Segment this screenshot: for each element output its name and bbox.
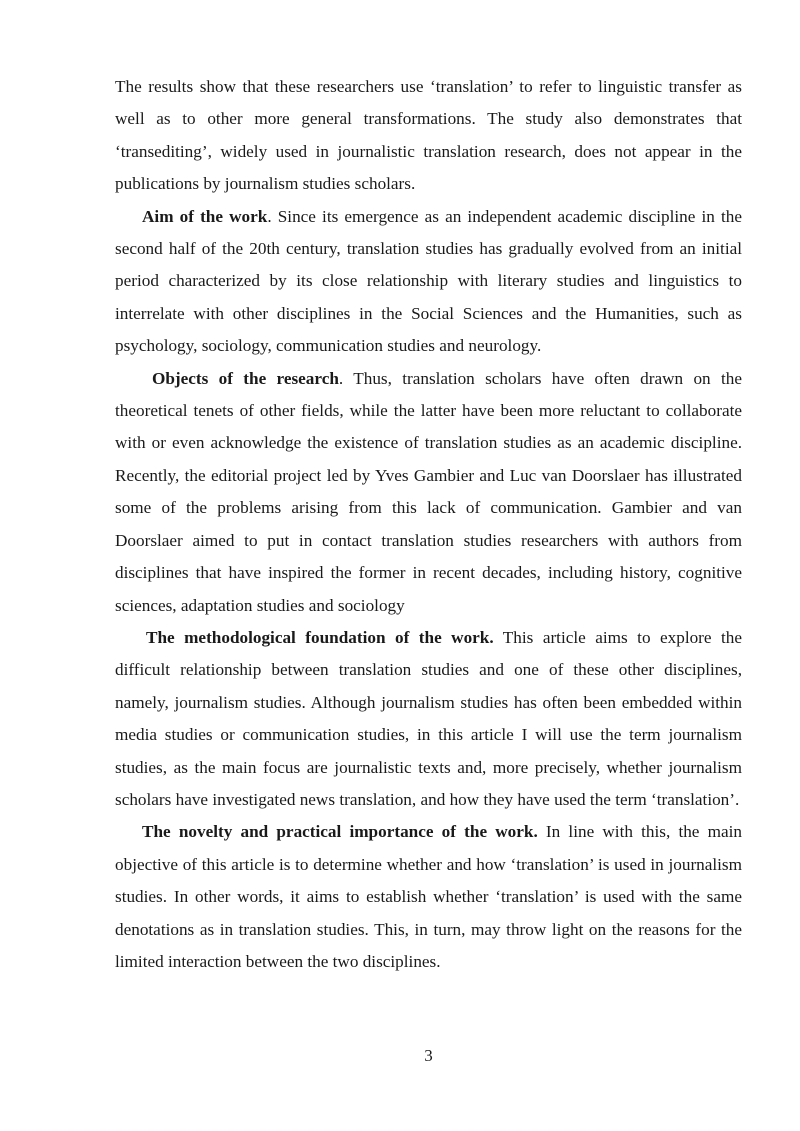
paragraph-heading: The methodological foundation of the work.	[146, 627, 494, 647]
paragraph-heading: Aim of the work	[142, 206, 268, 226]
paragraph-aim	[115, 201, 742, 363]
paragraph-novelty	[115, 816, 742, 978]
paragraph-heading: Objects of the research	[152, 368, 339, 388]
paragraph-text: In line with this, the main objective of this article is to determine whether and how ‘translation’ is used in journalism studies. In other words, it aims to establish whether ‘translation’ is used with the same denotations as in translation studies. This, in turn, may throw light on the reasons for the limited interaction between the two disciplines.	[115, 822, 742, 971]
paragraph-results	[115, 71, 742, 201]
paragraph-heading: The novelty and practical importance of the work.	[142, 822, 538, 842]
paragraph-text: This article aims to explore the difficult relationship between translation studies and one of these other disciplines, namely, journalism studies. Although journalism studies has often been embedded within media studies or communication studies, in this article I will use the term journalism studies, as the main focus are journalistic texts and, more precisely, whether journalism scholars have investigated news translation, and how they have used the term ‘translation’.	[115, 627, 742, 809]
paragraph-text: . Thus, translation scholars have often drawn on the theoretical tenets of other fields, while the latter have been more reluctant to collaborate with or even acknowledge the existence of translation studies as an academic discipline. Recently, the editorial project led by Yves Gambier and Luc van Doorslaer has illustrated some of the problems arising from this lack of communication. Gambier and van Doorslaer aimed to put in contact translation studies researchers with authors from disciplines that have inspired the former in recent decades, including history, cognitive sciences, adaptation studies and sociology	[115, 368, 742, 615]
paragraph-text: The results show that these researchers use ‘translation’ to refer to linguistic transfer as well as to other more general transformations. The study also demonstrates that ‘transediting’, widely used in journalistic translation research, does not appear in the publications by journalism studies scholars.	[115, 77, 742, 194]
paragraph-text: . Since its emergence as an independent academic discipline in the second half of the 20th century, translation studies has gradually evolved from an initial period characterized by its close relationship with literary studies and linguistics to interrelate with other disciplines in the Social Sciences and the Humanities, such as psychology, sociology, communication studies and neurology.	[115, 206, 742, 356]
document-body	[115, 71, 742, 978]
page-number: 3	[424, 1046, 433, 1065]
paragraph-objects	[115, 363, 742, 622]
paragraph-methodology	[115, 622, 742, 816]
